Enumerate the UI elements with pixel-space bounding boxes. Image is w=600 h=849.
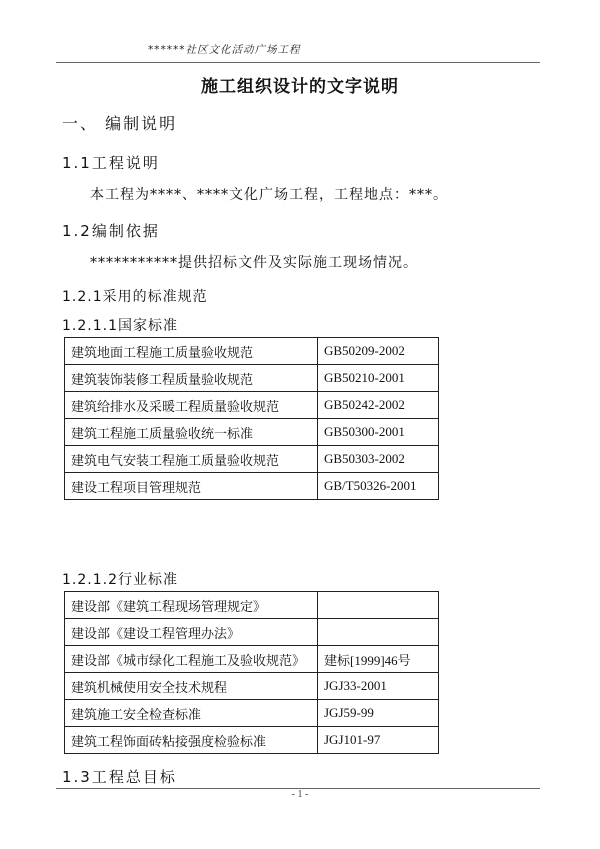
- standard-name: 建筑装饰装修工程质量验收规范: [65, 365, 318, 392]
- table-row: [65, 700, 439, 727]
- standard-code: JGJ59-99: [318, 700, 439, 727]
- standard-code: [318, 619, 439, 646]
- section-heading-1-2-1-1: 1.2.1.1国家标准: [62, 318, 178, 334]
- section-heading-1: 一、 编制说明: [62, 114, 178, 133]
- table-row: [65, 727, 439, 754]
- basis-description: ***********提供招标文件及实际施工现场情况。: [90, 255, 418, 271]
- page-number: - 1 -: [291, 789, 309, 800]
- standard-code: GB50300-2001: [318, 419, 439, 446]
- industry-standards-table: [64, 591, 439, 754]
- page-header: ******社区文化活动广场工程: [148, 44, 301, 56]
- table-row: [65, 673, 439, 700]
- standard-code: 建标[1999]46号: [318, 646, 439, 673]
- standard-code: JGJ33-2001: [318, 673, 439, 700]
- standard-name: 建筑工程饰面砖粘接强度检验标准: [65, 727, 318, 754]
- section-heading-1-1: 1.1工程说明: [62, 154, 160, 172]
- standard-code: JGJ101-97: [318, 727, 439, 754]
- table-row: [65, 592, 439, 619]
- table-row: [65, 419, 439, 446]
- standard-name: 建筑给排水及采暖工程质量验收规范: [65, 392, 318, 419]
- project-description: 本工程为****、****文化广场工程，工程地点：***。: [90, 187, 448, 203]
- standard-name: 建设部《建设工程管理办法》: [65, 619, 318, 646]
- standard-code: GB50209-2002: [318, 338, 439, 365]
- table-row: [65, 365, 439, 392]
- standard-name: 建筑施工安全检查标准: [65, 700, 318, 727]
- section-heading-1-3: 1.3工程总目标: [62, 768, 177, 786]
- standard-code: GB/T50326-2001: [318, 473, 439, 500]
- document-title: 施工组织设计的文字说明: [201, 77, 399, 97]
- standard-code: GB50210-2001: [318, 365, 439, 392]
- table-row: [65, 392, 439, 419]
- table-row: [65, 446, 439, 473]
- table-row: [65, 338, 439, 365]
- standard-name: 建筑地面工程施工质量验收规范: [65, 338, 318, 365]
- standard-name: 建设部《建筑工程现场管理规定》: [65, 592, 318, 619]
- standard-code: GB50242-2002: [318, 392, 439, 419]
- standard-name: 建设工程项目管理规范: [65, 473, 318, 500]
- section-heading-1-2-1: 1.2.1采用的标准规范: [62, 289, 208, 305]
- standard-name: 建筑电气安装工程施工质量验收规范: [65, 446, 318, 473]
- standard-code: [318, 592, 439, 619]
- standard-name: 建筑机械使用安全技术规程: [65, 673, 318, 700]
- national-standards-table: [64, 337, 439, 500]
- table-row: [65, 646, 439, 673]
- section-heading-1-2: 1.2编制依据: [62, 222, 160, 240]
- section-heading-1-2-1-2: 1.2.1.2行业标准: [62, 572, 178, 588]
- standard-name: 建设部《城市绿化工程施工及验收规范》: [65, 646, 318, 673]
- table-row: [65, 619, 439, 646]
- table-row: [65, 473, 439, 500]
- standard-name: 建筑工程施工质量验收统一标准: [65, 419, 318, 446]
- header-rule: [56, 62, 540, 63]
- standard-code: GB50303-2002: [318, 446, 439, 473]
